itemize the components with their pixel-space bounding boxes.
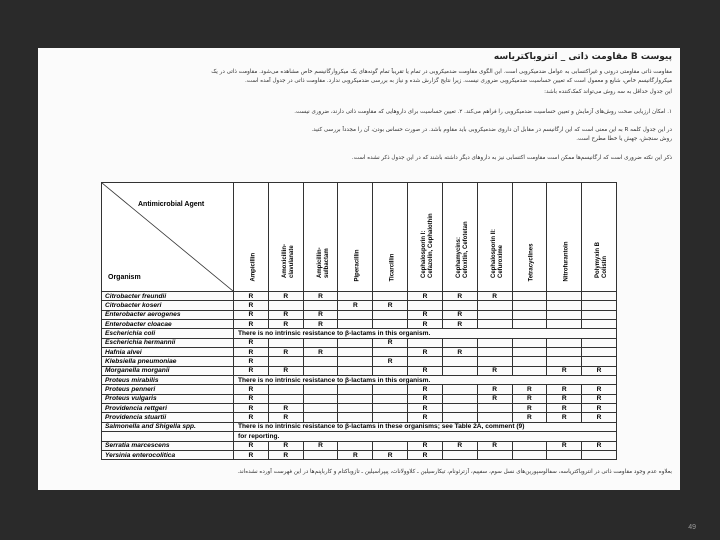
page-number: 49	[688, 524, 696, 531]
resistance-cell: R	[442, 320, 477, 329]
resistance-cell: R	[442, 348, 477, 357]
paragraph-line: ذکر این نکته ضروری است که ارگانیسم‌ها ممکن است مقاومت اکتسابی نیز به داروهای دیگر داشته باشند که در این جدول ذکر نشده است.	[351, 155, 672, 161]
organism-header: Organism	[108, 274, 141, 281]
resistance-cell: R	[234, 348, 269, 357]
column-header-label	[491, 229, 505, 278]
resistance-cell	[512, 357, 547, 366]
resistance-cell	[512, 320, 547, 329]
resistance-cell	[408, 301, 443, 310]
resistance-cell	[547, 450, 582, 459]
resistance-cell	[268, 301, 303, 310]
resistance-cell: R	[408, 441, 443, 450]
resistance-cell: R	[234, 310, 269, 319]
column-header-line: Cephamycins:	[455, 236, 462, 278]
resistance-cell	[512, 301, 547, 310]
resistance-cell: R	[547, 404, 582, 413]
resistance-cell: R	[234, 357, 269, 366]
resistance-cell: R	[234, 404, 269, 413]
column-header-label	[595, 242, 609, 278]
table-row	[102, 441, 617, 450]
resistance-cell: R	[512, 385, 547, 394]
agent-header: Antimicrobial Agent	[138, 201, 205, 208]
resistance-cell: R	[408, 348, 443, 357]
column-header-line: Nitrofurantoin	[563, 241, 570, 282]
table-row	[102, 385, 617, 394]
column-header-line: Amoxicillin-	[281, 243, 288, 278]
resistance-cell: R	[442, 310, 477, 319]
resistance-cell	[547, 292, 582, 301]
resistance-cell: R	[547, 441, 582, 450]
resistance-cell: R	[373, 301, 408, 310]
resistance-cell	[582, 310, 617, 319]
organism-name: Proteus mirabilis	[102, 376, 234, 385]
resistance-cell	[408, 357, 443, 366]
resistance-cell	[442, 450, 477, 459]
resistance-cell	[338, 338, 373, 347]
resistance-cell	[547, 338, 582, 347]
resistance-cell: R	[408, 450, 443, 459]
resistance-cell: R	[234, 450, 269, 459]
resistance-cell	[582, 320, 617, 329]
resistance-cell	[303, 404, 338, 413]
resistance-cell	[338, 413, 373, 422]
table-body	[102, 292, 617, 460]
column-header	[373, 183, 408, 292]
table-corner-header	[102, 183, 234, 292]
resistance-cell	[268, 357, 303, 366]
resistance-cell	[582, 292, 617, 301]
resistance-cell	[442, 413, 477, 422]
organism-name-empty	[102, 432, 234, 441]
resistance-cell	[338, 348, 373, 357]
column-header-line: Cephalosporin II:	[490, 228, 497, 278]
resistance-cell: R	[234, 385, 269, 394]
column-header	[477, 183, 512, 292]
resistance-cell	[512, 441, 547, 450]
organism-name: Citrobacter freundii	[102, 292, 234, 301]
resistance-cell	[373, 310, 408, 319]
column-header-label	[390, 254, 397, 282]
resistance-cell: R	[234, 413, 269, 422]
resistance-cell	[442, 366, 477, 375]
resistance-cell	[477, 338, 512, 347]
resistance-cell	[547, 348, 582, 357]
resistance-cell: R	[234, 292, 269, 301]
resistance-cell	[338, 394, 373, 403]
resistance-cell	[477, 301, 512, 310]
resistance-cell	[303, 385, 338, 394]
resistance-cell: R	[408, 394, 443, 403]
resistance-cell	[303, 394, 338, 403]
resistance-cell: R	[408, 366, 443, 375]
column-header	[547, 183, 582, 292]
table-row	[102, 338, 617, 347]
resistance-cell: R	[547, 413, 582, 422]
column-header-line: clavulanate	[288, 245, 295, 278]
resistance-cell: R	[338, 450, 373, 459]
resistance-cell: R	[512, 413, 547, 422]
table-row	[102, 329, 617, 338]
resistance-cell: R	[477, 292, 512, 301]
resistance-cell	[338, 385, 373, 394]
organism-name: Providencia stuartii	[102, 413, 234, 422]
resistance-cell	[582, 357, 617, 366]
column-header-line: Cefazolin, Cephalothin	[427, 213, 434, 278]
resistance-cell: R	[303, 320, 338, 329]
resistance-cell	[303, 450, 338, 459]
resistance-cell: R	[408, 413, 443, 422]
paragraph-line: روش سنجش، جهش یا خطا مطرح است.	[576, 136, 672, 142]
table-row	[102, 422, 617, 431]
paragraph-line: میکروارگانیسم خاص، شایع و معمول است که تعیین حساسیت ضدمیکروبی ضروری نیست. زیرا نتایج گزارش شده و نیاز به بررسی ضدمیکروبی ندارد. مقاومت ذاتی در جدول آمده است.	[244, 78, 672, 84]
paragraph-line: مقاومت ذاتی مقاومتی درونی و غیراکتسابی به عوامل ضدمیکروبی است. این الگوی مقاومت ضدمیکروبی در تمام یا تقریباً تمام گونه‌های یک میکروارگانیسم خاص مشاهده می‌شود. مقاومت ذاتی در یک	[211, 69, 672, 75]
resistance-cell	[512, 450, 547, 459]
table-row	[102, 376, 617, 385]
resistance-cell: R	[547, 366, 582, 375]
resistance-cell: R	[268, 348, 303, 357]
resistance-cell	[512, 338, 547, 347]
resistance-cell	[477, 357, 512, 366]
resistance-cell: R	[547, 385, 582, 394]
organism-name: Proteus penneri	[102, 385, 234, 394]
resistance-cell	[582, 338, 617, 347]
resistance-cell: R	[582, 404, 617, 413]
column-header-line: Colistin	[602, 256, 609, 278]
resistance-cell	[373, 348, 408, 357]
resistance-cell: R	[373, 338, 408, 347]
resistance-cell	[338, 404, 373, 413]
column-header-line: Ampicillin	[250, 252, 257, 282]
organism-name: Klebsiella pneumoniae	[102, 357, 234, 366]
resistance-cell	[477, 413, 512, 422]
table-row	[102, 320, 617, 329]
organism-name: Escherichia coli	[102, 329, 234, 338]
table-row	[102, 404, 617, 413]
table-row	[102, 357, 617, 366]
resistance-cell	[373, 441, 408, 450]
table-header-row	[102, 183, 617, 292]
column-header	[512, 183, 547, 292]
resistance-cell: R	[234, 320, 269, 329]
resistance-cell	[268, 385, 303, 394]
organism-name: Enterobacter aerogenes	[102, 310, 234, 319]
resistance-cell	[373, 404, 408, 413]
organism-name: Hafnia alvei	[102, 348, 234, 357]
resistance-cell	[338, 441, 373, 450]
column-header	[268, 183, 303, 292]
column-header	[234, 183, 269, 292]
column-header-label	[529, 244, 536, 282]
column-header	[303, 183, 338, 292]
paragraph-line: در این جدول کلمه R به این معنی است که این ارگانیسم در مقابل آن داروی ضدمیکروبی باید مقاوم باشد. در صورت حساس بودن، آن را مجدداً بررسی کنید.	[311, 127, 672, 133]
organism-name: Salmonella and Shigella spp.	[102, 422, 234, 431]
resistance-cell: R	[303, 441, 338, 450]
resistance-cell	[547, 357, 582, 366]
resistance-cell: R	[268, 310, 303, 319]
resistance-cell	[373, 394, 408, 403]
resistance-cell: R	[582, 441, 617, 450]
column-header-line: sulbactam	[323, 248, 330, 278]
column-header-line: Piperacillin	[354, 249, 361, 282]
organism-name: Citrobacter koseri	[102, 301, 234, 310]
column-header-line: Ticarcillin	[389, 253, 396, 282]
resistance-cell	[512, 292, 547, 301]
resistance-cell	[582, 301, 617, 310]
column-header-line: Cefuroxime	[497, 244, 504, 278]
organism-name: Yersinia enterocolitica	[102, 450, 234, 459]
column-header-line: Tetracyclines	[528, 243, 535, 282]
resistance-cell	[547, 301, 582, 310]
resistance-cell: R	[373, 450, 408, 459]
resistance-cell	[338, 357, 373, 366]
resistance-cell: R	[303, 310, 338, 319]
resistance-cell	[547, 320, 582, 329]
resistance-cell: R	[477, 385, 512, 394]
resistance-cell	[303, 357, 338, 366]
row-note: There is no intrinsic resistance to β-lactams in these organisms; see Table 2A, comment (9)	[234, 422, 617, 431]
resistance-cell	[477, 320, 512, 329]
table-row	[102, 450, 617, 459]
column-header-label	[421, 213, 435, 278]
column-header	[338, 183, 373, 292]
column-header-line: Ampicillin-	[316, 247, 323, 278]
column-header-line: Cefoxitin, Cefotetan	[462, 221, 469, 278]
organism-name: Proteus vulgaris	[102, 394, 234, 403]
resistance-cell: R	[477, 394, 512, 403]
resistance-cell	[268, 338, 303, 347]
resistance-cell: R	[408, 310, 443, 319]
resistance-cell: R	[268, 413, 303, 422]
resistance-cell: R	[234, 301, 269, 310]
resistance-cell: R	[408, 385, 443, 394]
column-header-line: Polymyxin B	[595, 241, 602, 278]
resistance-cell	[303, 413, 338, 422]
resistance-cell: R	[477, 441, 512, 450]
resistance-cell: R	[268, 320, 303, 329]
row-note: There is no intrinsic resistance to β-lactams in this organism.	[234, 376, 617, 385]
resistance-cell	[338, 292, 373, 301]
resistance-cell	[303, 338, 338, 347]
table-row	[102, 394, 617, 403]
resistance-cell: R	[512, 394, 547, 403]
resistance-cell	[373, 385, 408, 394]
organism-name: Enterobacter cloacae	[102, 320, 234, 329]
resistance-cell	[477, 450, 512, 459]
column-header-label	[355, 249, 362, 281]
row-note: There is no intrinsic resistance to β-lactams in this organism.	[234, 329, 617, 338]
paragraph-line: این جدول حداقل به سه روش می‌تواند کمک‌کننده باشد:	[544, 89, 672, 95]
resistance-cell: R	[408, 292, 443, 301]
table-row	[102, 413, 617, 422]
column-header	[442, 183, 477, 292]
resistance-cell: R	[373, 357, 408, 366]
column-header-label	[564, 242, 571, 282]
table-row	[102, 432, 617, 441]
resistance-cell	[373, 320, 408, 329]
document-page	[38, 48, 680, 490]
resistance-cell	[373, 366, 408, 375]
row-note-continued: for reporting.	[234, 432, 617, 441]
resistance-cell	[373, 292, 408, 301]
resistance-cell	[442, 385, 477, 394]
resistance-cell	[512, 348, 547, 357]
resistance-cell	[477, 310, 512, 319]
column-header-label	[250, 253, 257, 282]
resistance-cell	[477, 348, 512, 357]
resistance-cell: R	[338, 301, 373, 310]
organism-name: Serratia marcescens	[102, 441, 234, 450]
resistance-cell: R	[408, 320, 443, 329]
resistance-cell	[582, 348, 617, 357]
resistance-cell: R	[408, 404, 443, 413]
resistance-cell: R	[234, 366, 269, 375]
resistance-cell: R	[582, 366, 617, 375]
resistance-cell	[442, 301, 477, 310]
table-row	[102, 366, 617, 375]
column-header	[582, 183, 617, 292]
resistance-cell: R	[268, 366, 303, 375]
resistance-cell: R	[582, 413, 617, 422]
resistance-cell: R	[234, 441, 269, 450]
resistance-cell: R	[512, 404, 547, 413]
resistance-cell: R	[547, 394, 582, 403]
column-header-label	[282, 244, 296, 278]
resistance-cell: R	[268, 404, 303, 413]
resistance-cell: R	[234, 338, 269, 347]
paragraph-line: ۱. امکان ارزیابی صحت روش‌های آزمایش و تعیین حساسیت ضدمیکروبی را فراهم می‌کند. ۲. تعیین حساسیت برای داروهایی که مقاومت ذاتی دارند، ضروری نیست.	[294, 109, 672, 115]
resistance-cell	[408, 338, 443, 347]
table-row	[102, 348, 617, 357]
resistance-cell	[512, 310, 547, 319]
column-header-label	[317, 247, 331, 278]
table-row	[102, 310, 617, 319]
resistance-cell: R	[268, 450, 303, 459]
resistance-cell	[582, 450, 617, 459]
resistance-cell	[442, 338, 477, 347]
resistance-cell	[512, 366, 547, 375]
resistance-cell	[477, 404, 512, 413]
resistance-cell	[303, 366, 338, 375]
resistance-cell: R	[442, 292, 477, 301]
resistance-cell: R	[268, 441, 303, 450]
resistance-cell: R	[234, 394, 269, 403]
resistance-cell	[338, 366, 373, 375]
organism-name: Escherichia hermannii	[102, 338, 234, 347]
table-row	[102, 301, 617, 310]
organism-name: Morganella morganii	[102, 366, 234, 375]
resistance-cell: R	[303, 348, 338, 357]
resistance-cell	[338, 310, 373, 319]
resistance-cell: R	[303, 292, 338, 301]
resistance-cell: R	[582, 394, 617, 403]
resistance-cell	[303, 301, 338, 310]
column-header-label	[456, 221, 470, 278]
page-footer-note: بعلاوه عدم وجود مقاومت ذاتی در انتروباکتریاسه، سفالوسپورین‌های نسل سوم، سفپیم، آزترئونام، تیکارسیلین ـ کلاوولانات، پیپراسیلین ـ تازوباکتام و کارباپنم‌ها در این فهرست آورده نشده‌اند.	[237, 469, 672, 475]
resistance-cell: R	[268, 292, 303, 301]
intrinsic-resistance-table	[101, 182, 617, 460]
resistance-cell	[442, 357, 477, 366]
resistance-cell: R	[582, 385, 617, 394]
resistance-cell	[442, 404, 477, 413]
column-header	[408, 183, 443, 292]
resistance-cell: R	[442, 441, 477, 450]
resistance-cell	[442, 394, 477, 403]
table-row	[102, 292, 617, 301]
organism-name: Providencia rettgeri	[102, 404, 234, 413]
resistance-cell: R	[477, 366, 512, 375]
page-heading: پیوست B مقاومت ذاتی _ انتروباکتریاسه	[493, 52, 672, 62]
column-header-line: Cephalosporin I:	[420, 230, 427, 278]
resistance-cell	[547, 310, 582, 319]
resistance-cell	[373, 413, 408, 422]
resistance-cell	[268, 394, 303, 403]
resistance-cell	[338, 320, 373, 329]
